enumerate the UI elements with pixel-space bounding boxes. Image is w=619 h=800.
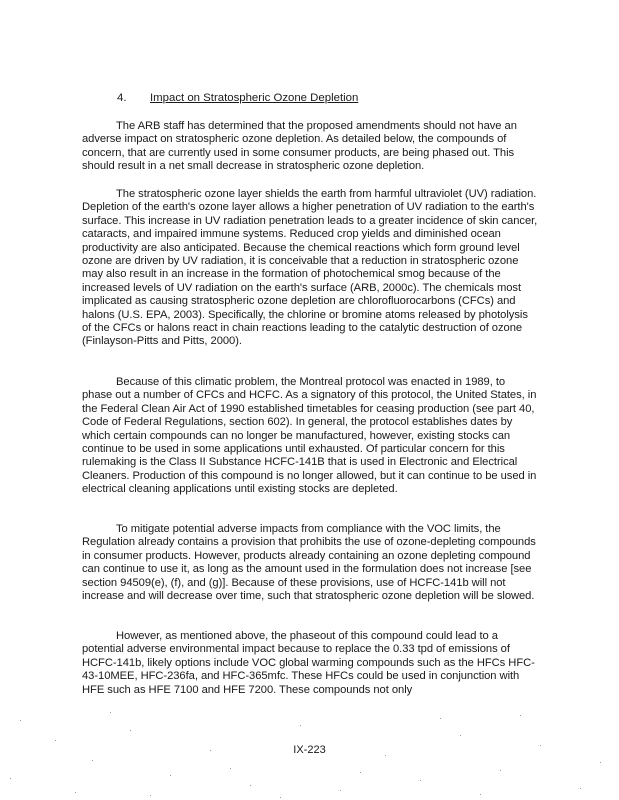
paragraph-3: Because of this climatic problem, the Montreal protocol was enacted in 1989, to phase out a number of CFCs and HCFC. As a signatory of this protocol, the United States, in the Federal Clean Air Act of 1990 established timetables for ceasing production (see part 40, Code of Federal Regulations, section 602). In general, the protocol establishes dates by which certain compounds can no longer be manufactured, however, existing stocks can continue to be used in some applications until exhausted. Of particular concern for this rulemaking is the Class II Substance HCFC-141B that is used in Electronic and Electrical Cleaners. Production of this compound is no longer allowed, but it can continue to be used in electrical cleaning applications until existing stocks are depleted. [82,376,537,496]
section-title: Impact on Stratospheric Ozone Depletion [150,92,359,104]
paragraph-4: To mitigate potential adverse impacts from compliance with the VOC limits, the Regulation already contains a provision that prohibits the use of ozone-depleting compounds in consumer products. However, products already containing an ozone depleting compound can continue to use it, as long as the amount used in the formulation does not increase [see section 94509(e), (f), and (g)]. Because of these provisions, use of HCFC-141b will not increase and will decrease over time, such that stratospheric ozone depletion will be slowed. [82,523,536,603]
paragraph-2: The stratospheric ozone layer shields the earth from harmful ultraviolet (UV) radiation. Depletion of the earth's ozone layer allows a higher penetration of UV radiation to the earth's surface. This increase in UV radiation penetration leads to a greater incidence of skin cancer, cataracts, and impaired immune systems. Reduced crop yields and diminished ocean productivity are also anticipated. Because the chemical reactions which form ground level ozone are driven by UV radiation, it is conceivable that a reduction in stratospheric ozone may also result in an increase in the formation of photochemical smog because of the increased levels of UV radiation on the earth's surface (ARB, 2000c). The chemicals most implicated as causing stratospheric ozone depletion are chlorofluorocarbons (CFCs) and halons (U.S. EPA, 2003). Specifically, the chlorine or bromine atoms released by photolysis of the CFCs or halons react in chain reactions leading to the catalytic destruction of ozone (Finlayson-Pitts and Pitts, 2000). [82,188,538,348]
page-number: IX-223 [293,744,326,756]
section-number: 4. [117,92,127,104]
section-heading [117,92,358,105]
paragraph-5: However, as mentioned above, the phaseout of this compound could lead to a potential adverse environmental impact because to replace the 0.33 tpd of emissions of HCFC-141b, likely options include VOC global warming compounds such as the HFCs HFC-43-10MEE, HFC-236fa, and HFC-365mfc. These HFCs could be used in conjunction with HFE such as HFE 7100 and HFE 7200. These compounds not only [82,630,535,696]
paragraph-1: The ARB staff has determined that the proposed amendments should not have an adverse impact on stratospheric ozone depletion. As detailed below, the compounds of concern, that are currently used in some consumer products, are being phased out. This should result in a net small decrease in stratospheric ozone depletion. [82,120,517,173]
